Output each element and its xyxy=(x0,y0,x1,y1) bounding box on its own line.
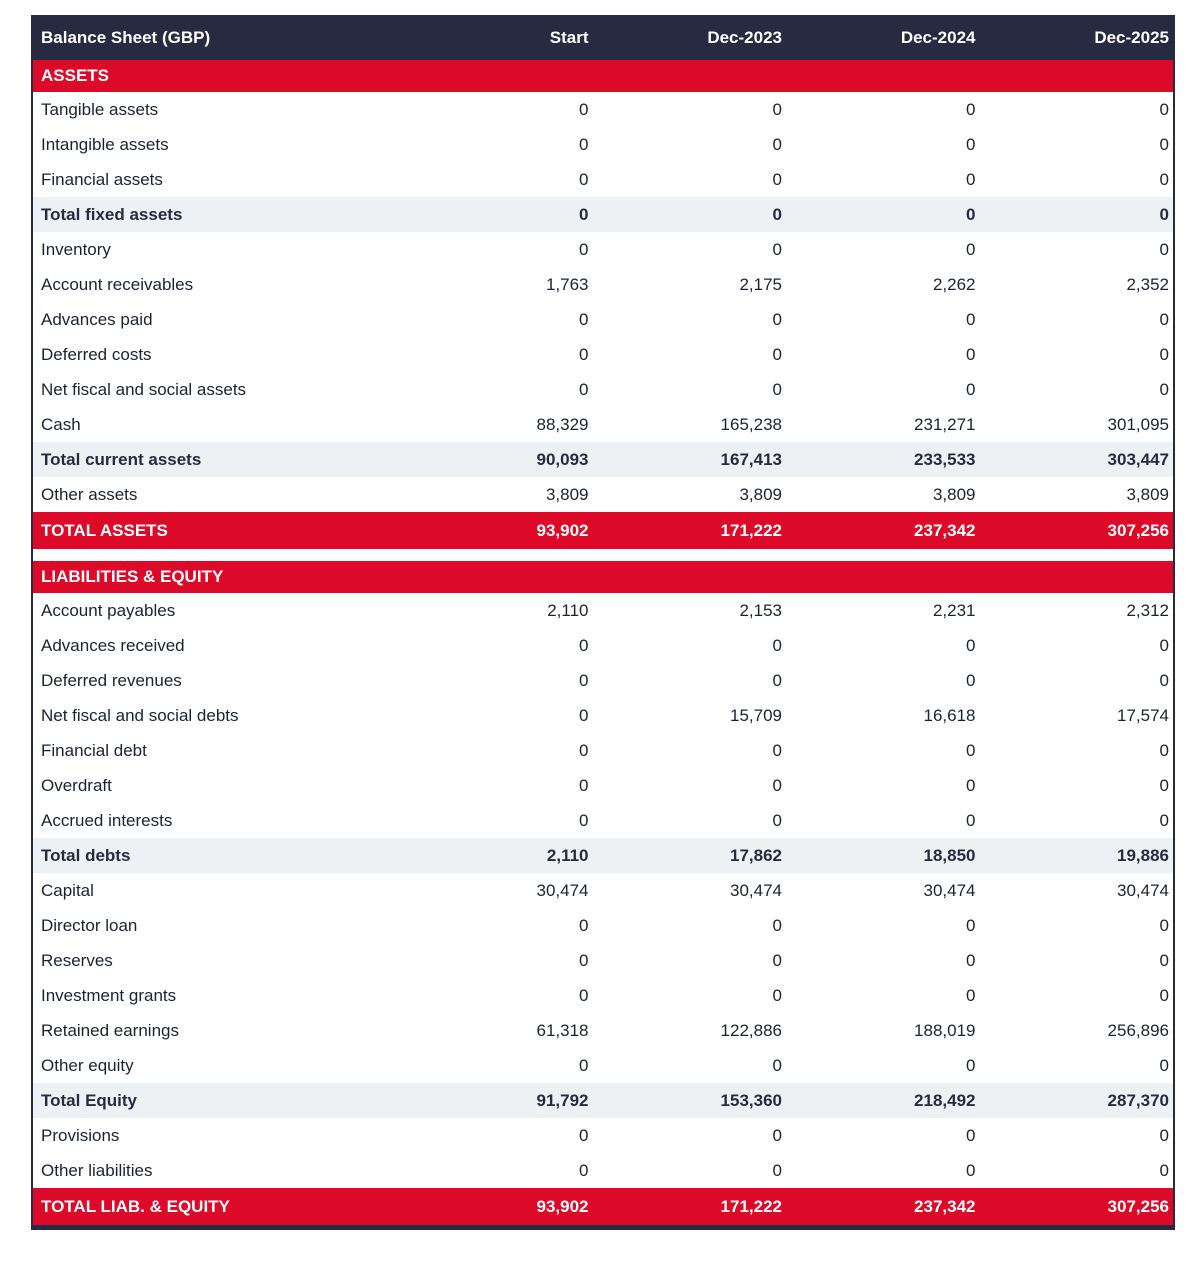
subtotal-row xyxy=(33,838,1173,873)
cell-value: 0 xyxy=(772,810,782,830)
table-header xyxy=(33,16,1173,60)
cell-value: 0 xyxy=(1159,239,1169,259)
section-header-row xyxy=(33,60,1173,92)
cell-value: 17,574 xyxy=(1117,705,1169,725)
table-row xyxy=(33,803,1173,838)
cell-value: 2,231 xyxy=(932,600,976,620)
row-label: TOTAL ASSETS xyxy=(41,520,168,540)
cell-value: 0 xyxy=(772,635,782,655)
table-row xyxy=(33,628,1173,663)
cell-value: 0 xyxy=(579,204,589,224)
cell-value: 2,312 xyxy=(1126,600,1169,620)
row-label: Retained earnings xyxy=(41,1020,179,1040)
cell-value: 0 xyxy=(966,950,976,970)
cell-value: 0 xyxy=(1159,950,1169,970)
cell-value: 0 xyxy=(579,740,589,760)
table-row xyxy=(33,1013,1173,1048)
cell-value: 0 xyxy=(772,99,782,119)
cell-value: 0 xyxy=(966,99,976,119)
row-label: Advances paid xyxy=(41,309,153,329)
balance-sheet-table xyxy=(33,16,1173,1225)
cell-value: 122,886 xyxy=(720,1020,782,1040)
cell-value: 153,360 xyxy=(720,1090,782,1110)
cell-value: 30,474 xyxy=(1117,880,1169,900)
cell-value: 171,222 xyxy=(720,1196,782,1216)
table-row xyxy=(33,1048,1173,1083)
cell-value: 0 xyxy=(579,344,589,364)
cell-value: 19,886 xyxy=(1117,845,1169,865)
cell-value: 0 xyxy=(966,309,976,329)
row-label: Accrued interests xyxy=(41,810,173,830)
cell-value: 237,342 xyxy=(914,1196,976,1216)
row-label: Total fixed assets xyxy=(41,204,183,224)
row-label: Net fiscal and social debts xyxy=(41,705,239,725)
cell-value: 0 xyxy=(579,379,589,399)
cell-value: 17,862 xyxy=(730,845,782,865)
cell-value: 0 xyxy=(772,985,782,1005)
cell-value: 93,902 xyxy=(536,1196,589,1216)
cell-value: 171,222 xyxy=(720,520,782,540)
cell-value: 301,095 xyxy=(1107,414,1169,434)
table-row xyxy=(33,162,1173,197)
cell-value: 0 xyxy=(966,204,976,224)
cell-value: 0 xyxy=(1159,985,1169,1005)
column-header: Dec-2024 xyxy=(900,28,976,47)
cell-value: 0 xyxy=(772,1160,782,1180)
row-label: Capital xyxy=(41,880,94,900)
row-label: Financial assets xyxy=(41,169,163,189)
cell-value: 303,447 xyxy=(1107,449,1169,469)
cell-value: 237,342 xyxy=(914,520,976,540)
cell-value: 233,533 xyxy=(914,449,976,469)
row-label: Net fiscal and social assets xyxy=(41,379,247,399)
row-label: Other equity xyxy=(41,1055,134,1075)
cell-value: 0 xyxy=(966,344,976,364)
table-row xyxy=(33,267,1173,302)
cell-value: 3,809 xyxy=(932,484,976,504)
cell-value: 15,709 xyxy=(730,705,782,725)
table-row xyxy=(33,372,1173,407)
cell-value: 2,262 xyxy=(932,274,976,294)
row-label: Deferred revenues xyxy=(41,670,182,690)
cell-value: 2,153 xyxy=(739,600,782,620)
cell-value: 0 xyxy=(772,239,782,259)
cell-value: 16,618 xyxy=(923,705,976,725)
table-row xyxy=(33,663,1173,698)
cell-value: 0 xyxy=(772,169,782,189)
row-label: Financial debt xyxy=(41,740,147,760)
cell-value: 0 xyxy=(966,1125,976,1145)
cell-value: 307,256 xyxy=(1107,520,1169,540)
cell-value: 0 xyxy=(579,670,589,690)
cell-value: 0 xyxy=(1159,670,1169,690)
cell-value: 0 xyxy=(966,1055,976,1075)
cell-value: 0 xyxy=(1159,740,1169,760)
subtotal-row xyxy=(33,442,1173,477)
cell-value: 30,474 xyxy=(536,880,589,900)
cell-value: 0 xyxy=(966,740,976,760)
cell-value: 0 xyxy=(772,915,782,935)
table-row xyxy=(33,943,1173,978)
cell-value: 0 xyxy=(772,670,782,690)
cell-value: 0 xyxy=(579,705,589,725)
cell-value: 0 xyxy=(772,344,782,364)
cell-value: 0 xyxy=(772,309,782,329)
row-label: Other assets xyxy=(41,484,138,504)
row-label: Total current assets xyxy=(41,449,202,469)
table-row xyxy=(33,978,1173,1013)
cell-value: 0 xyxy=(966,985,976,1005)
cell-value: 0 xyxy=(966,635,976,655)
cell-value: 0 xyxy=(1159,635,1169,655)
table-row xyxy=(33,908,1173,943)
cell-value: 0 xyxy=(966,239,976,259)
cell-value: 0 xyxy=(579,950,589,970)
table-row xyxy=(33,873,1173,908)
cell-value: 0 xyxy=(966,775,976,795)
cell-value: 0 xyxy=(966,810,976,830)
column-header: Dec-2023 xyxy=(707,28,782,47)
table-row xyxy=(33,92,1173,127)
section-header-row xyxy=(33,561,1173,593)
cell-value: 1,763 xyxy=(545,274,589,294)
subtotal-row xyxy=(33,1083,1173,1118)
balance-sheet xyxy=(31,15,1175,1230)
cell-value: 0 xyxy=(1159,1055,1169,1075)
cell-value: 0 xyxy=(579,1160,589,1180)
subtotal-row xyxy=(33,197,1173,232)
table-row xyxy=(33,477,1173,512)
cell-value: 0 xyxy=(966,670,976,690)
cell-value: 0 xyxy=(966,169,976,189)
cell-value: 3,809 xyxy=(1126,484,1169,504)
cell-value: 0 xyxy=(579,99,589,119)
table-row xyxy=(33,698,1173,733)
row-label: Investment grants xyxy=(41,985,177,1005)
row-label: Provisions xyxy=(41,1125,120,1145)
table-row xyxy=(33,1118,1173,1153)
cell-value: 0 xyxy=(579,635,589,655)
cell-value: 0 xyxy=(772,740,782,760)
spacer xyxy=(33,549,1173,561)
row-label: Tangible assets xyxy=(41,99,159,119)
cell-value: 2,110 xyxy=(547,600,589,620)
row-label: Account payables xyxy=(41,600,176,620)
cell-value: 0 xyxy=(579,309,589,329)
row-label: TOTAL LIAB. & EQUITY xyxy=(41,1196,230,1216)
cell-value: 0 xyxy=(1159,915,1169,935)
cell-value: 0 xyxy=(579,1125,589,1145)
table-row xyxy=(33,232,1173,267)
column-header: Dec-2025 xyxy=(1094,28,1169,47)
cell-value: 0 xyxy=(966,379,976,399)
cell-value: 256,896 xyxy=(1107,1020,1169,1040)
row-label: Deferred costs xyxy=(41,344,152,364)
cell-value: 167,413 xyxy=(720,449,782,469)
cell-value: 0 xyxy=(579,169,589,189)
cell-value: 0 xyxy=(1159,775,1169,795)
cell-value: 30,474 xyxy=(923,880,976,900)
grand-total-row xyxy=(33,512,1173,549)
table-row xyxy=(33,302,1173,337)
row-label: Inventory xyxy=(41,239,111,259)
cell-value: 0 xyxy=(1159,379,1169,399)
row-label: Total Equity xyxy=(41,1090,138,1110)
table-row xyxy=(33,1153,1173,1188)
cell-value: 307,256 xyxy=(1107,1196,1169,1216)
cell-value: 0 xyxy=(1159,169,1169,189)
cell-value: 0 xyxy=(579,775,589,795)
cell-value: 0 xyxy=(579,134,589,154)
table-row xyxy=(33,337,1173,372)
row-label: Intangible assets xyxy=(41,134,169,154)
cell-value: 287,370 xyxy=(1107,1090,1169,1110)
cell-value: 90,093 xyxy=(536,449,589,469)
cell-value: 0 xyxy=(1159,134,1169,154)
cell-value: 0 xyxy=(579,810,589,830)
cell-value: 0 xyxy=(772,379,782,399)
cell-value: 0 xyxy=(579,1055,589,1075)
cell-value: 188,019 xyxy=(914,1020,976,1040)
cell-value: 165,238 xyxy=(720,414,782,434)
table-header-row xyxy=(33,16,1173,60)
cell-value: 0 xyxy=(1159,344,1169,364)
cell-value: 0 xyxy=(772,1125,782,1145)
table-row xyxy=(33,733,1173,768)
cell-value: 218,492 xyxy=(914,1090,976,1110)
cell-value: 0 xyxy=(1159,1125,1169,1145)
cell-value: 0 xyxy=(579,239,589,259)
cell-value: 0 xyxy=(1159,1160,1169,1180)
cell-value: 93,902 xyxy=(536,520,589,540)
table-row xyxy=(33,768,1173,803)
spacer-row xyxy=(33,549,1173,561)
cell-value: 0 xyxy=(579,915,589,935)
table-title: Balance Sheet (GBP) xyxy=(41,28,211,47)
row-label: Director loan xyxy=(41,915,138,935)
cell-value: 18,850 xyxy=(923,845,976,865)
cell-value: 0 xyxy=(966,915,976,935)
section-title: LIABILITIES & EQUITY xyxy=(33,561,1173,593)
cell-value: 0 xyxy=(1159,309,1169,329)
cell-value: 0 xyxy=(772,775,782,795)
cell-value: 0 xyxy=(1159,204,1169,224)
grand-total-row xyxy=(33,1188,1173,1225)
cell-value: 0 xyxy=(772,134,782,154)
row-label: Account receivables xyxy=(41,274,194,294)
row-label: Overdraft xyxy=(41,775,112,795)
cell-value: 0 xyxy=(772,1055,782,1075)
cell-value: 91,792 xyxy=(536,1090,589,1110)
section-title: ASSETS xyxy=(33,60,1173,92)
cell-value: 61,318 xyxy=(536,1020,589,1040)
cell-value: 30,474 xyxy=(730,880,782,900)
cell-value: 0 xyxy=(966,134,976,154)
row-label: Advances received xyxy=(41,635,185,655)
row-label: Total debts xyxy=(41,845,131,865)
cell-value: 3,809 xyxy=(739,484,782,504)
table-row xyxy=(33,127,1173,162)
row-label: Other liabilities xyxy=(41,1160,153,1180)
cell-value: 0 xyxy=(1159,810,1169,830)
cell-value: 0 xyxy=(1159,99,1169,119)
cell-value: 0 xyxy=(772,204,782,224)
cell-value: 2,175 xyxy=(739,274,782,294)
cell-value: 3,809 xyxy=(545,484,589,504)
table-row xyxy=(33,593,1173,628)
cell-value: 231,271 xyxy=(914,414,976,434)
cell-value: 0 xyxy=(579,985,589,1005)
row-label: Cash xyxy=(41,414,81,434)
column-header: Start xyxy=(549,28,589,47)
cell-value: 0 xyxy=(772,950,782,970)
cell-value: 2,110 xyxy=(546,845,589,865)
cell-value: 0 xyxy=(966,1160,976,1180)
cell-value: 2,352 xyxy=(1126,274,1169,294)
cell-value: 88,329 xyxy=(536,414,589,434)
row-label: Reserves xyxy=(41,950,113,970)
table-body xyxy=(33,60,1173,1225)
table-row xyxy=(33,407,1173,442)
